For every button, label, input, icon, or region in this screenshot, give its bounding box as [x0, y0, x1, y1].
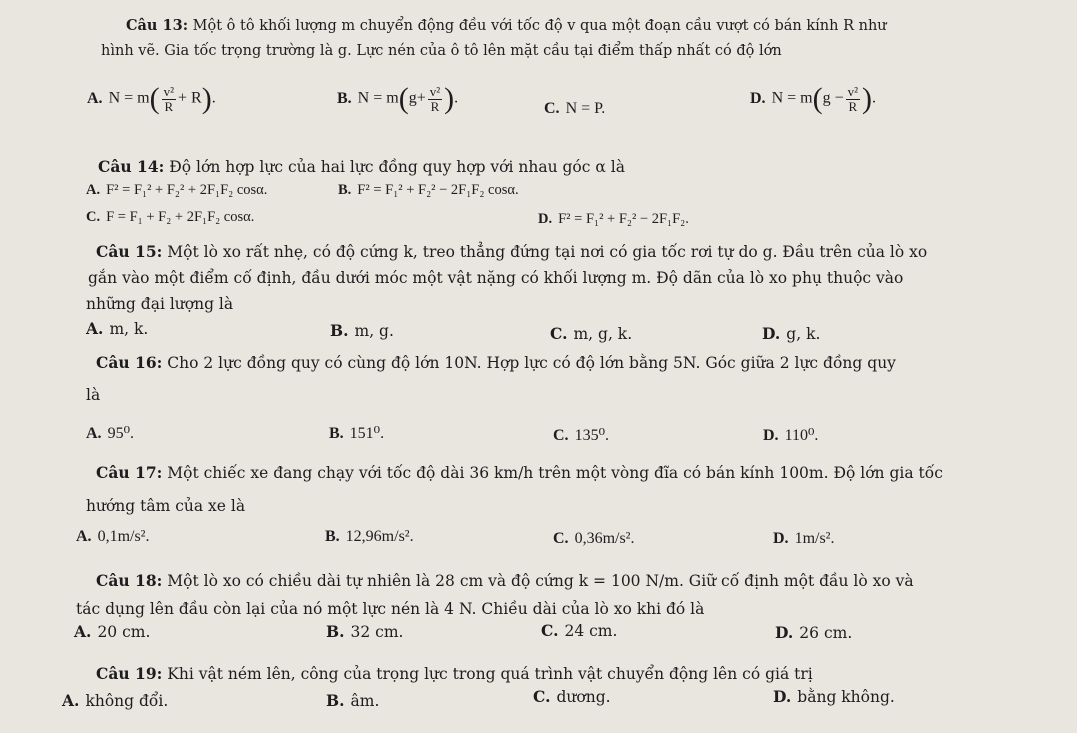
question-13-line-2: hình vẽ. Gia tốc trọng trường là g. Lực nén của ô tô lên mặt cầu tại điểm thấp nhất có độ lớn — [101, 43, 782, 59]
question-13-option-a[interactable]: A. N = m( $\frac{\text{v²}}{R}$ + R). — [87, 82, 216, 115]
question-15-option-a[interactable]: A. m, k. — [86, 319, 149, 338]
question-18-line-1: Câu 18: Một lò xo có chiều dài tự nhiên là 28 cm và độ cứng k = 100 N/m. Giữ cố định một đầu lò xo và — [96, 571, 914, 590]
question-18-line-2: tác dụng lên đầu còn lại của nó một lực nén là 4 N. Chiều dài của lò xo khi đó là — [76, 600, 705, 618]
question-18-label: Câu 18: — [96, 571, 163, 590]
question-13-option-d[interactable]: D. N = m(g − $\frac{\text{v²}}{R}$ ). — [750, 82, 877, 115]
question-17-label: Câu 17: — [96, 463, 163, 482]
question-13-option-b[interactable]: B. N = m(g+ $\frac{\text{v²}}{R}$ ). — [337, 82, 459, 115]
question-16-option-d[interactable]: D. 110⁰. — [763, 427, 819, 444]
question-15-line-3: những đại lượng là — [86, 295, 234, 313]
question-19-line: Câu 19: Khi vật ném lên, công của trọng lực trong quá trình vật chuyển động lên có giá trị — [96, 664, 813, 683]
question-19-option-c[interactable]: C. dương. — [533, 687, 611, 706]
question-17-option-c[interactable]: C. 0,36m/s². — [553, 530, 635, 547]
question-17-line-2: hướng tâm của xe là — [86, 497, 246, 515]
question-13-label: Câu 13: — [126, 17, 189, 34]
question-16-option-b[interactable]: B. 151⁰. — [329, 425, 385, 442]
question-19-option-b[interactable]: B. âm. — [326, 691, 380, 710]
question-19-label: Câu 19: — [96, 664, 163, 683]
question-19-option-d[interactable]: D. bằng không. — [773, 687, 895, 706]
question-13-line-1 — [126, 16, 887, 36]
question-15-label: Câu 15: — [96, 242, 163, 261]
question-16-line-2: là — [86, 386, 101, 404]
question-14-option-c[interactable]: C. F = F₁ + F₂ + 2F₁F₂ cosα. — [86, 209, 255, 225]
question-13-text-1: Một ô tô khối lượng m chuyển động đều với tốc độ v qua một đoạn cầu vượt có bán kính R như — [188, 18, 887, 34]
question-19-option-a[interactable]: A. không đổi. — [62, 691, 169, 710]
question-18-option-a[interactable]: A. 20 cm. — [74, 622, 151, 641]
question-15-line-2: gắn vào một điểm cố định, đầu dưới móc một vật nặng có khối lượng m. Độ dãn của lò xo phụ thuộc vào — [88, 269, 904, 287]
question-17-line-1: Câu 17: Một chiếc xe đang chạy với tốc độ dài 36 km/h trên một vòng đĩa có bán kính 100m. Độ lớn gia tốc — [96, 463, 943, 482]
question-14-option-a[interactable]: A. F² = F₁² + F₂² + 2F₁F₂ cosα. — [86, 182, 268, 198]
question-15-option-b[interactable]: B. m, g. — [330, 321, 394, 340]
question-15-option-d[interactable]: D. g, k. — [762, 324, 821, 343]
question-16-option-c[interactable]: C. 135⁰. — [553, 427, 609, 444]
question-16-line-1: Câu 16: Cho 2 lực đồng quy có cùng độ lớn 10N. Hợp lực có độ lớn bằng 5N. Góc giữa 2 lực đồng quy — [96, 353, 896, 372]
question-16-label: Câu 16: — [96, 353, 163, 372]
question-16-option-a[interactable]: A. 95⁰. — [86, 425, 134, 442]
question-17-option-a[interactable]: A. 0,1m/s². — [76, 528, 150, 545]
question-14-label: Câu 14: — [98, 157, 165, 176]
question-17-option-b[interactable]: B. 12,96m/s². — [325, 528, 414, 545]
question-15-option-c[interactable]: C. m, g, k. — [550, 324, 633, 343]
question-13-option-c[interactable]: C. N = P. — [544, 100, 606, 117]
question-18-option-b[interactable]: B. 32 cm. — [326, 622, 404, 641]
question-14-line: Câu 14: Độ lớn hợp lực của hai lực đồng quy hợp với nhau góc α là — [98, 157, 625, 176]
question-14-option-b[interactable]: B. F² = F₁² + F₂² − 2F₁F₂ cosα. — [338, 182, 519, 198]
question-18-option-d[interactable]: D. 26 cm. — [775, 623, 853, 642]
question-17-option-d[interactable]: D. 1m/s². — [773, 530, 835, 547]
question-18-option-c[interactable]: C. 24 cm. — [541, 621, 618, 640]
question-15-line-1: Câu 15: Một lò xo rất nhẹ, có độ cứng k, treo thẳng đứng tại nơi có gia tốc rơi tự do g. Đầu trên của lò xo — [96, 242, 928, 261]
question-14-option-d[interactable]: D. F² = F₁² + F₂² − 2F₁F₂. — [538, 211, 689, 227]
